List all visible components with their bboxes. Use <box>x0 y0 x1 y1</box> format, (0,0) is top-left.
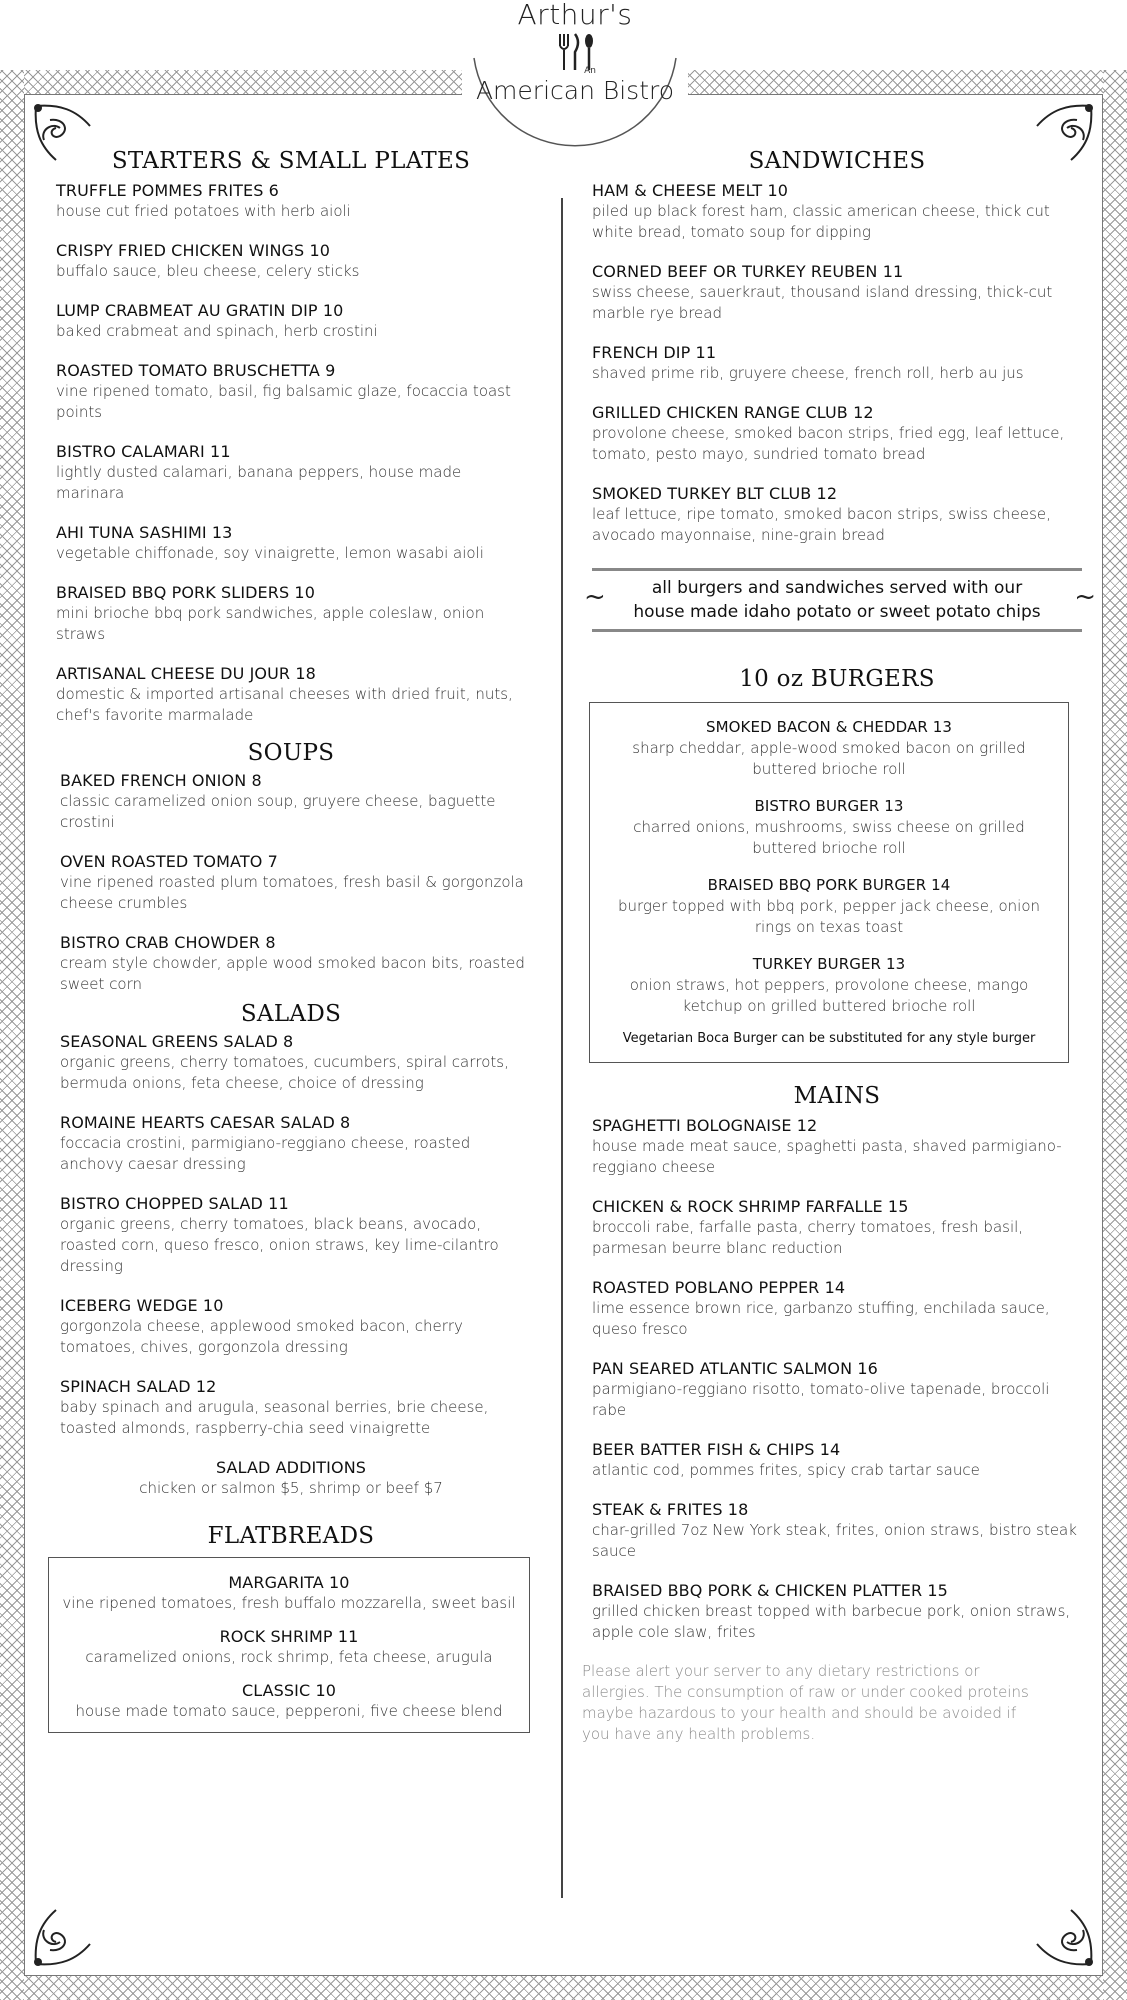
banner-line-top <box>592 568 1082 571</box>
menu-item <box>60 1193 526 1277</box>
item-desc: house made meat sauce, spaghetti pasta, shaved parmigiano-reggiano cheese <box>592 1137 1062 1176</box>
menu-item <box>592 342 1082 384</box>
item-desc: cream style chowder, apple wood smoked bacon bits, roasted sweet corn <box>60 954 525 993</box>
menu-item <box>592 1580 1082 1643</box>
menu-item <box>592 1358 1082 1421</box>
item-desc: swiss cheese, sauerkraut, thousand island dressing, thick-cut marble rye bread <box>592 283 1053 322</box>
item-name: CRISPY FRIED CHICKEN WINGS 10 <box>56 241 331 260</box>
menu-item <box>59 1680 519 1722</box>
item-name: BRAISED BBQ PORK SLIDERS 10 <box>56 583 315 602</box>
item-desc: vine ripened tomato, basil, fig balsamic glaze, focaccia toast points <box>56 382 511 421</box>
border-top-left <box>0 70 462 94</box>
item-name: ARTISANAL CHEESE DU JOUR 18 <box>56 664 316 683</box>
sandwiches-list <box>592 180 1082 546</box>
item-name: BRAISED BBQ PORK & CHICKEN PLATTER 15 <box>592 1581 948 1600</box>
menu-item <box>60 1376 526 1439</box>
item-name: ROMAINE HEARTS CAESAR SALAD 8 <box>60 1113 351 1132</box>
item-desc: broccoli rabe, farfalle pasta, cherry tomatoes, fresh basil, parmesan beurre blanc reduction <box>592 1218 1024 1257</box>
menu-item <box>60 1295 526 1358</box>
item-name: ROASTED POBLANO PEPPER 14 <box>592 1278 846 1297</box>
item-name: ROASTED TOMATO BRUSCHETTA 9 <box>56 361 336 380</box>
corner-flourish-icon <box>30 1890 110 1970</box>
section-title-mains: MAINS <box>793 1083 881 1109</box>
item-name: HAM & CHEESE MELT 10 <box>592 181 789 200</box>
item-desc: baby spinach and arugula, seasonal berries, brie cheese, toasted almonds, raspberry-chia seed vinaigrette <box>60 1398 489 1437</box>
corner-flourish-icon <box>1017 1890 1097 1970</box>
border-right <box>1103 70 1127 2000</box>
section-title-sandwiches: SANDWICHES <box>748 148 926 174</box>
menu-item <box>592 402 1082 465</box>
menu-item <box>56 300 526 342</box>
logo-subtitle: American Bistro <box>475 76 675 105</box>
section-title-starters: STARTERS & SMALL PLATES <box>111 148 471 174</box>
flatbreads-box <box>48 1557 530 1733</box>
item-name: OVEN ROASTED TOMATO 7 <box>60 852 278 871</box>
item-desc: grilled chicken breast topped with barbecue pork, onion straws, apple cole slaw, frites <box>592 1602 1071 1641</box>
item-desc: lime essence brown rice, garbanzo stuffing, enchilada sauce, queso fresco <box>592 1299 1050 1338</box>
item-name: SMOKED TURKEY BLT CLUB 12 <box>592 484 838 503</box>
right-column <box>582 148 1096 1745</box>
item-desc: lightly dusted calamari, banana peppers, house made marinara <box>56 463 462 502</box>
border-inner-line-bottom <box>24 1975 1103 1976</box>
menu-item <box>56 240 526 282</box>
item-name: CHICKEN & ROCK SHRIMP FARFALLE 15 <box>592 1197 909 1216</box>
item-desc: foccacia crostini, parmigiano-reggiano cheese, roasted anchovy caesar dressing <box>60 1134 471 1173</box>
item-name: BISTRO CRAB CHOWDER 8 <box>60 933 276 952</box>
item-desc: vegetable chiffonade, soy vinaigrette, lemon wasabi aioli <box>56 544 484 562</box>
item-desc: onion straws, hot peppers, provolone cheese, mango ketchup on grilled buttered brioche roll <box>629 976 1029 1015</box>
item-desc: vine ripened roasted plum tomatoes, fresh basil & gorgonzola cheese crumbles <box>60 873 524 912</box>
item-desc: house made tomato sauce, pepperoni, five cheese blend <box>75 1702 503 1720</box>
border-bottom <box>0 1976 1127 2000</box>
menu-item <box>60 1031 526 1094</box>
item-name: AHI TUNA SASHIMI 13 <box>56 523 233 542</box>
menu-item <box>592 261 1082 324</box>
item-name: STEAK & FRITES 18 <box>592 1500 749 1519</box>
item-name: SPAGHETTI BOLOGNAISE 12 <box>592 1116 818 1135</box>
logo-an: An <box>584 66 596 76</box>
item-desc: domestic & imported artisanal cheeses with dried fruit, nuts, chef's favorite marmalade <box>56 685 513 724</box>
tilde-ornament-left: ~ <box>584 582 606 612</box>
item-name: TRUFFLE POMMES FRITES 6 <box>56 181 279 200</box>
border-inner-line-top-left <box>24 94 462 95</box>
menu-item <box>60 932 526 995</box>
burgers-box <box>589 702 1069 1063</box>
item-desc: house cut fried potatoes with herb aioli <box>56 202 351 220</box>
item-desc: piled up black forest ham, classic american cheese, thick cut white bread, tomato soup for dipping <box>592 202 1050 241</box>
starters-list <box>56 180 526 726</box>
restaurant-logo <box>462 0 688 160</box>
item-desc: mini brioche bbq pork sandwiches, apple coleslaw, onion straws <box>56 604 485 643</box>
menu-item <box>592 1277 1082 1340</box>
salads-list <box>56 1031 526 1439</box>
item-desc: classic caramelized onion soup, gruyere cheese, baguette crostini <box>60 792 496 831</box>
menu-item <box>56 360 526 423</box>
item-name: LUMP CRABMEAT AU GRATIN DIP 10 <box>56 301 344 320</box>
sides-note-text <box>612 576 1062 624</box>
item-name: SEASONAL GREENS SALAD 8 <box>60 1032 294 1051</box>
vegetarian-note: Vegetarian Boca Burger can be substituted for any style burger <box>622 1031 1036 1046</box>
menu-item <box>592 1115 1082 1178</box>
menu-item <box>60 770 526 833</box>
section-title-flatbreads: FLATBREADS <box>207 1523 375 1549</box>
item-name: BEER BATTER FISH & CHIPS 14 <box>592 1440 841 1459</box>
menu-item <box>56 663 526 726</box>
item-name: ROCK SHRIMP 11 <box>219 1627 359 1646</box>
item-desc: sharp cheddar, apple-wood smoked bacon on grilled buttered brioche roll <box>632 739 1026 778</box>
menu-item <box>59 1626 519 1668</box>
menu-item <box>592 1499 1082 1562</box>
border-inner-line-left <box>24 94 25 1976</box>
item-desc: gorgonzola cheese, applewood smoked bacon, cherry tomatoes, chives, gorgonzola dressing <box>60 1317 463 1356</box>
salad-additions-title: SALAD ADDITIONS <box>215 1458 367 1477</box>
item-desc: parmigiano-reggiano risotto, tomato-olive tapenade, broccoli rabe <box>592 1380 1050 1419</box>
item-name: GRILLED CHICKEN RANGE CLUB 12 <box>592 403 874 422</box>
item-name: BISTRO BURGER 13 <box>754 797 904 815</box>
allergy-disclaimer: Please alert your server to any dietary restrictions or allergies. The consumption of raw or under cooked proteins maybe hazardous to your health and should be avoided if you have any health problems. <box>582 1662 1029 1743</box>
item-name: CLASSIC 10 <box>241 1681 337 1700</box>
item-name: FRENCH DIP 11 <box>592 343 717 362</box>
column-divider <box>561 198 563 1898</box>
menu-item <box>592 1439 1082 1481</box>
banner-line-bottom <box>592 629 1082 632</box>
tilde-ornament-right: ~ <box>1074 582 1096 612</box>
border-top-right <box>688 70 1127 94</box>
item-desc: char-grilled 7oz New York steak, frites, onion straws, bistro steak sauce <box>592 1521 1077 1560</box>
border-inner-line-top-right <box>688 94 1103 95</box>
menu-item <box>60 1112 526 1175</box>
item-desc: atlantic cod, pommes frites, spicy crab tartar sauce <box>592 1461 980 1479</box>
item-desc: caramelized onions, rock shrimp, feta cheese, arugula <box>85 1648 493 1666</box>
logo-name: Arthur's <box>462 0 688 31</box>
menu-item <box>600 954 1058 1017</box>
menu-item <box>56 582 526 645</box>
mains-list <box>592 1115 1082 1643</box>
menu-item <box>600 875 1058 938</box>
menu-item <box>59 1572 519 1614</box>
section-title-salads: SALADS <box>240 1001 342 1027</box>
menu-item <box>592 483 1082 546</box>
item-desc: charred onions, mushrooms, swiss cheese on grilled buttered brioche roll <box>633 818 1025 857</box>
menu-item <box>56 441 526 504</box>
menu-item <box>592 180 1082 243</box>
item-name: TURKEY BURGER 13 <box>752 955 906 973</box>
item-name: SMOKED BACON & CHEDDAR 13 <box>705 718 953 736</box>
menu-item <box>56 180 526 222</box>
item-desc: burger topped with bbq pork, pepper jack cheese, onion rings on texas toast <box>617 897 1041 936</box>
item-name: BRAISED BBQ PORK BURGER 14 <box>707 876 951 894</box>
left-column <box>56 148 526 1733</box>
sides-note-banner <box>584 568 1096 632</box>
sides-note-line-2: house made idaho potato or sweet potato chips <box>633 602 1041 622</box>
menu-item <box>592 1196 1082 1259</box>
item-desc: leaf lettuce, ripe tomato, smoked bacon strips, swiss cheese, avocado mayonnaise, nine-grain bread <box>592 505 1051 544</box>
item-desc: organic greens, cherry tomatoes, black beans, avocado, roasted corn, queso fresco, onion straws, key lime-cilantro dressing <box>60 1215 499 1275</box>
menu-item <box>600 717 1058 780</box>
item-desc: organic greens, cherry tomatoes, cucumbers, spiral carrots, bermuda onions, feta cheese, choice of dressing <box>60 1053 509 1092</box>
menu-item <box>600 796 1058 859</box>
border-left <box>0 70 24 2000</box>
item-name: ICEBERG WEDGE 10 <box>60 1296 224 1315</box>
section-title-soups: SOUPS <box>247 740 335 766</box>
salad-additions-desc: chicken or salmon $5, shrimp or beef $7 <box>139 1479 443 1497</box>
item-desc: buffalo sauce, bleu cheese, celery sticks <box>56 262 360 280</box>
item-name: MARGARITA 10 <box>228 1573 350 1592</box>
item-name: BISTRO CHOPPED SALAD 11 <box>60 1194 289 1213</box>
menu-item <box>56 522 526 564</box>
soups-list <box>56 770 526 995</box>
item-desc: vine ripened tomatoes, fresh buffalo mozzarella, sweet basil <box>62 1594 516 1612</box>
item-name: BAKED FRENCH ONION 8 <box>60 771 262 790</box>
item-name: SPINACH SALAD 12 <box>60 1377 217 1396</box>
item-desc: shaved prime rib, gruyere cheese, french roll, herb au jus <box>592 364 1024 382</box>
item-name: PAN SEARED ATLANTIC SALMON 16 <box>592 1359 878 1378</box>
border-inner-line-right <box>1102 94 1103 1976</box>
salad-additions <box>56 1457 526 1499</box>
section-title-burgers: 10 oz BURGERS <box>739 666 935 692</box>
item-desc: provolone cheese, smoked bacon strips, fried egg, leaf lettuce, tomato, pesto mayo, sundried tomato bread <box>592 424 1065 463</box>
sides-note-line-1: all burgers and sandwiches served with our <box>651 578 1023 598</box>
item-desc: baked crabmeat and spinach, herb crostini <box>56 322 378 340</box>
item-name: BISTRO CALAMARI 11 <box>56 442 231 461</box>
item-name: CORNED BEEF OR TURKEY REUBEN 11 <box>592 262 904 281</box>
menu-item <box>60 851 526 914</box>
